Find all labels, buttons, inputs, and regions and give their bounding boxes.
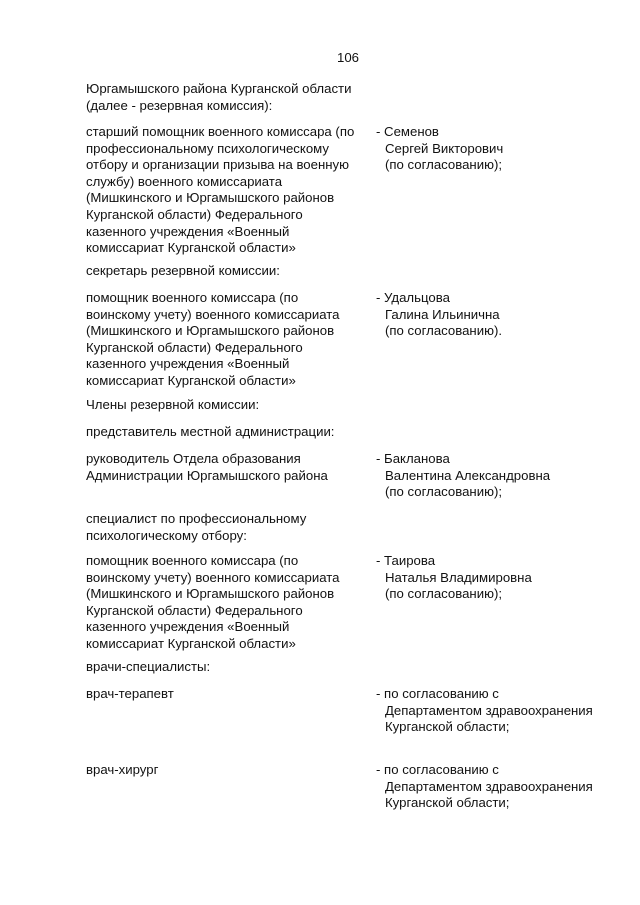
text-line: - Таирова [376, 553, 436, 568]
text-line: воинскому учету) военного комиссариата [86, 306, 340, 322]
page-number: 106 [336, 50, 359, 65]
education-position [86, 451, 376, 484]
text-line: профессиональному психологическому [86, 140, 329, 156]
psych-person [376, 553, 640, 603]
text-line: Администрации Юргамышского района [86, 467, 328, 483]
chair-person [376, 124, 640, 174]
text-line: Курганской области; [385, 719, 510, 735]
text-line: Наталья Владимировна [385, 569, 532, 585]
text-line: Курганской области) Федерального [86, 602, 303, 618]
text-line: (по согласованию). [385, 323, 503, 339]
secretary-position [86, 290, 376, 390]
text-line: Юргамышского района Курганской области [86, 81, 352, 96]
therapist-person [376, 686, 640, 736]
psych-heading [86, 511, 306, 544]
education-person [376, 451, 640, 501]
text-line: старший помощник военного комиссара (по [86, 124, 355, 139]
chair-position [86, 124, 376, 257]
local-admin-heading: представитель местной администрации: [86, 424, 335, 439]
intro-text [86, 81, 351, 114]
text-line: (по согласованию); [385, 586, 503, 602]
text-line: помощник военного комиссара (по [86, 290, 299, 305]
text-line: казенного учреждения «Военный [86, 356, 290, 372]
text-line: (Мишкинского и Юргамышского районов [86, 323, 335, 339]
text-line: специалист по профессиональному [86, 511, 307, 526]
text-line: службу) военного комиссариата [86, 173, 283, 189]
text-line: комиссариат Курганской области» [86, 372, 296, 388]
text-line: - Удальцова [376, 290, 450, 305]
surgeon-position: врач-хирург [86, 762, 159, 777]
text-line: Департаментом здравоохранения [385, 778, 593, 794]
text-line: отбору и организации призыва на военную [86, 157, 350, 173]
text-line: (по согласованию); [385, 157, 503, 173]
text-line: (далее - резервная комиссия): [86, 97, 273, 113]
text-line: Департаментом здравоохранения [385, 702, 593, 718]
text-line: комиссариат Курганской области» [86, 240, 296, 256]
members-heading: Члены резервной комиссии: [86, 397, 260, 412]
text-line: комиссариат Курганской области» [86, 635, 296, 651]
text-line: психологическому отбору: [86, 527, 247, 543]
text-line: - по согласованию с [376, 762, 499, 777]
text-line: казенного учреждения «Военный [86, 223, 290, 239]
text-line: казенного учреждения «Военный [86, 619, 290, 635]
text-line: - по согласованию с [376, 686, 499, 701]
text-line: помощник военного комиссара (по [86, 553, 299, 568]
text-line: (по согласованию); [385, 484, 503, 500]
therapist-position: врач-терапевт [86, 686, 174, 701]
text-line: Курганской области) Федерального [86, 339, 303, 355]
doctors-heading: врачи-специалисты: [86, 659, 211, 674]
text-line: воинскому учету) военного комиссариата [86, 569, 340, 585]
text-line: Курганской области; [385, 795, 510, 811]
text-line: Галина Ильинична [385, 306, 500, 322]
secretary-person [376, 290, 640, 340]
text-line: (Мишкинского и Юргамышского районов [86, 586, 335, 602]
surgeon-person [376, 762, 640, 812]
secretary-heading: секретарь резервной комиссии: [86, 263, 280, 278]
text-line: Валентина Александровна [385, 467, 551, 483]
text-line: руководитель Отдела образования [86, 451, 301, 466]
text-line: (Мишкинского и Юргамышского районов [86, 190, 335, 206]
text-line: Сергей Викторович [385, 140, 504, 156]
text-line: - Бакланова [376, 451, 450, 466]
text-line: - Семенов [376, 124, 439, 139]
text-line: Курганской области) Федерального [86, 206, 303, 222]
psych-position [86, 553, 376, 653]
